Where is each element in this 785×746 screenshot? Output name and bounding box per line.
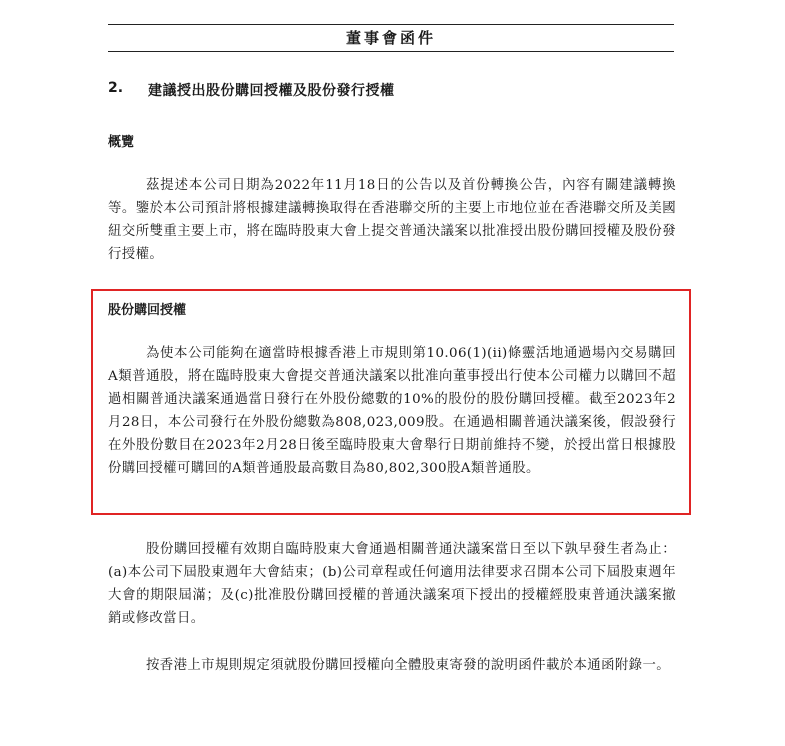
- header-top-rule: [108, 24, 674, 25]
- overview-paragraph: 茲提述本公司日期為2022年11月18日的公告以及首份轉換公告，內容有關建議轉換等。鑒於本公司預計將根據建議轉換取得在香港聯交所的主要上市地位並在香港聯交所及美國紐交所雙重主要上市，將在臨時股東大會上提交普通決議案以批准授出股份購回授權及股份發行授權。: [108, 178, 676, 262]
- appendix-paragraph: 按香港上市規則規定須就股份購回授權向全體股東寄發的說明函件載於本通函附錄一。: [146, 658, 671, 673]
- overview-heading: 概覽: [108, 135, 135, 150]
- running-header-title: 董事會函件: [345, 29, 436, 47]
- share-repurchase-paragraph: 為使本公司能夠在適當時根據香港上市規則第10.06(1)(ii)條靈活地通過場內交易購回A類普通股，將在臨時股東大會提交普通決議案以批准向董事授出行使本公司權力以購回不超過相關普通決議案通過當日發行在外股份總數的10%的股份的股份購回授權。截至2023年2月28日，本公司發行在外股份總數為808,023,009股。在通過相關普通決議案後，假設發行在外股份數目在2023年2月28日後至臨時股東大會舉行日期前維持不變，於授出當日根據股份購回授權可購回的A類普通股最高數目為80,802,300股A類普通股。: [108, 346, 676, 476]
- header-bottom-rule: [108, 51, 674, 52]
- share-repurchase-heading: 股份購回授權: [108, 303, 187, 318]
- section-title: 建議授出股份購回授權及股份發行授權: [148, 83, 395, 99]
- validity-paragraph: 股份購回授權有效期自臨時股東大會通過相關普通決議案當日至以下孰早發生者為止：(a)本公司下屆股東週年大會結束；(b)公司章程或任何適用法律要求召開本公司下屆股東週年大會的期限屆滿；及(c)批准股份購回授權的普通決議案項下授出的授權經股東普通決議案撤銷或修改當日。: [108, 542, 676, 626]
- section-number: 2.: [108, 80, 124, 96]
